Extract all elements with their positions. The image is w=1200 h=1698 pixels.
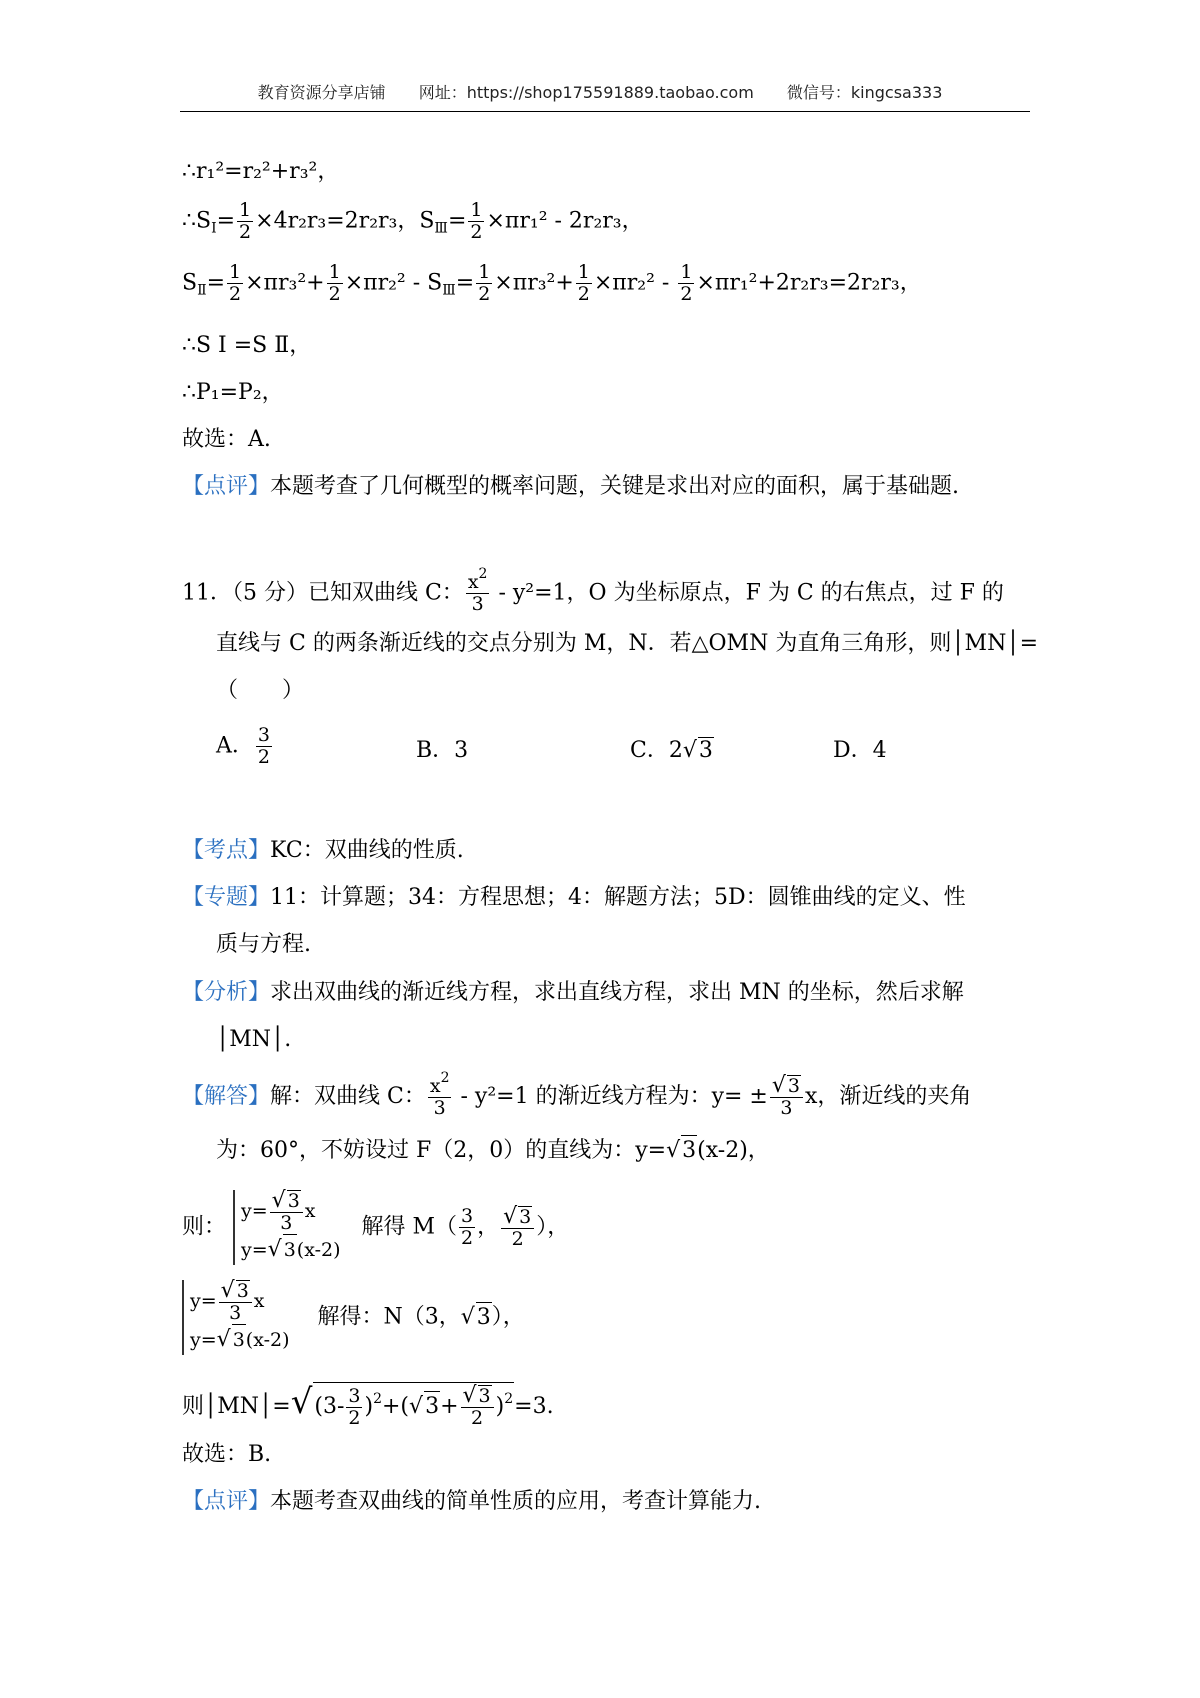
jieda-line-2: 为：60°，不妨设过 F（2，0）的直线为：y=√3(x-2)， (216, 1135, 770, 1166)
prev-line-4: ∴S Ⅰ =S Ⅱ， (182, 333, 312, 358)
final-comment: 【点评】本题考查双曲线的简单性质的应用，考查计算能力. (182, 1489, 762, 1514)
equation-system: y= $\frac{√ 3}{3}$ x y=√ 3(x-2) (233, 1190, 341, 1265)
fraction-half: $\frac{1}{2}$ (470, 199, 483, 243)
prev-comment: 【点评】本题考查了几何概型的概率问题，关键是求出对应的面积，属于基础题. (182, 474, 960, 499)
header-url: 网址：https://shop175591889.taobao.com (418, 83, 754, 102)
option-b: B．3 (416, 738, 469, 763)
page-header (0, 80, 1200, 103)
fraction-half: $\frac{1}{2}$ (239, 199, 252, 243)
fenxi-line-2: │MN│. (216, 1027, 292, 1052)
option-c: C．2√3 (630, 738, 713, 763)
system-n: y= $\frac{√ 3}{3}$ x y=√ 3(x-2) 解得：N（3，√3）， (182, 1280, 525, 1355)
jieda-line-1: 【解答】解：双曲线 C： $\frac{x^2}{3}$ - y²=1 的渐近线方程为：y= ± $\frac{√ 3}{3}$ x，渐近线的夹角 (182, 1069, 972, 1119)
header-shop: 教育资源分享店铺 (257, 83, 386, 102)
comment-tag: 【点评】 (182, 474, 271, 499)
prev-line-6: 故选：A. (182, 427, 271, 452)
prev-line-1: ∴r₁²=r₂²+r₃²， (182, 159, 340, 184)
header-wechat: 微信号：kingcsa333 (786, 83, 943, 102)
kaodian-line: 【考点】KC：双曲线的性质. (182, 838, 464, 863)
option-d: D．4 (833, 738, 887, 763)
header-rule (180, 111, 1030, 112)
option-a: A． $\frac{3}{2}$ (216, 724, 270, 768)
mn-line: 则│MN│=√(3- $\frac{3}{2}$ )$^2$+(√3+ $\frac{√ 3}{2}$ )$^2$=3. (182, 1382, 554, 1429)
choose-line: 故选：B. (182, 1442, 272, 1467)
equation-system: y= $\frac{√ 3}{3}$ x y=√ 3(x-2) (182, 1280, 290, 1355)
fenxi-line: 【分析】求出双曲线的渐近线方程，求出直线方程，求出 MN 的坐标，然后求解 (182, 980, 964, 1005)
q11-line-3: （ ） (216, 678, 305, 703)
prev-line-3: $S_Ⅱ=$ $\frac{1}{2}$ ×πr₃²+ $\frac{1}{2}$ $\times\pi r_2^2 - S_Ⅲ=$ $\frac{1}{2}$ ×πr₃²+ $\frac{1}{2}$ ×πr₂² - $\frac{1}{2}$ ×πr₁²+2r₂r₃=2r₂r₃， (182, 261, 922, 305)
zhuanti-line: 【专题】11：计算题；34：方程思想；4：解题方法；5D：圆锥曲线的定义、性 (182, 885, 966, 910)
zhuanti-line-2: 质与方程. (216, 932, 311, 957)
system-m: 则： y= $\frac{√ 3}{3}$ x y=√ 3(x-2) 解得 M（ $\frac{3}{2}$ ， $\frac{√ 3}{2}$ ）， (182, 1190, 569, 1265)
prev-line-2: $\therefore S_Ⅰ=$ $\frac{1}{2}$ ×4r₂r₃=2r₂r₃，$S_Ⅲ=$ $\frac{1}{2}$ ×πr₁² - 2r₂r₃， (182, 199, 644, 243)
prev-line-5: ∴P₁=P₂， (182, 380, 284, 405)
q11-line-1: 11．（5 分）已知双曲线 C： $\frac{x^2}{3}$ - y²=1，O 为坐标原点，F 为 C 的右焦点，过 F 的 (182, 566, 1004, 615)
q11-line-2: 直线与 C 的两条渐近线的交点分别为 M，N．若△OMN 为直角三角形，则│MN│= (216, 631, 1039, 656)
